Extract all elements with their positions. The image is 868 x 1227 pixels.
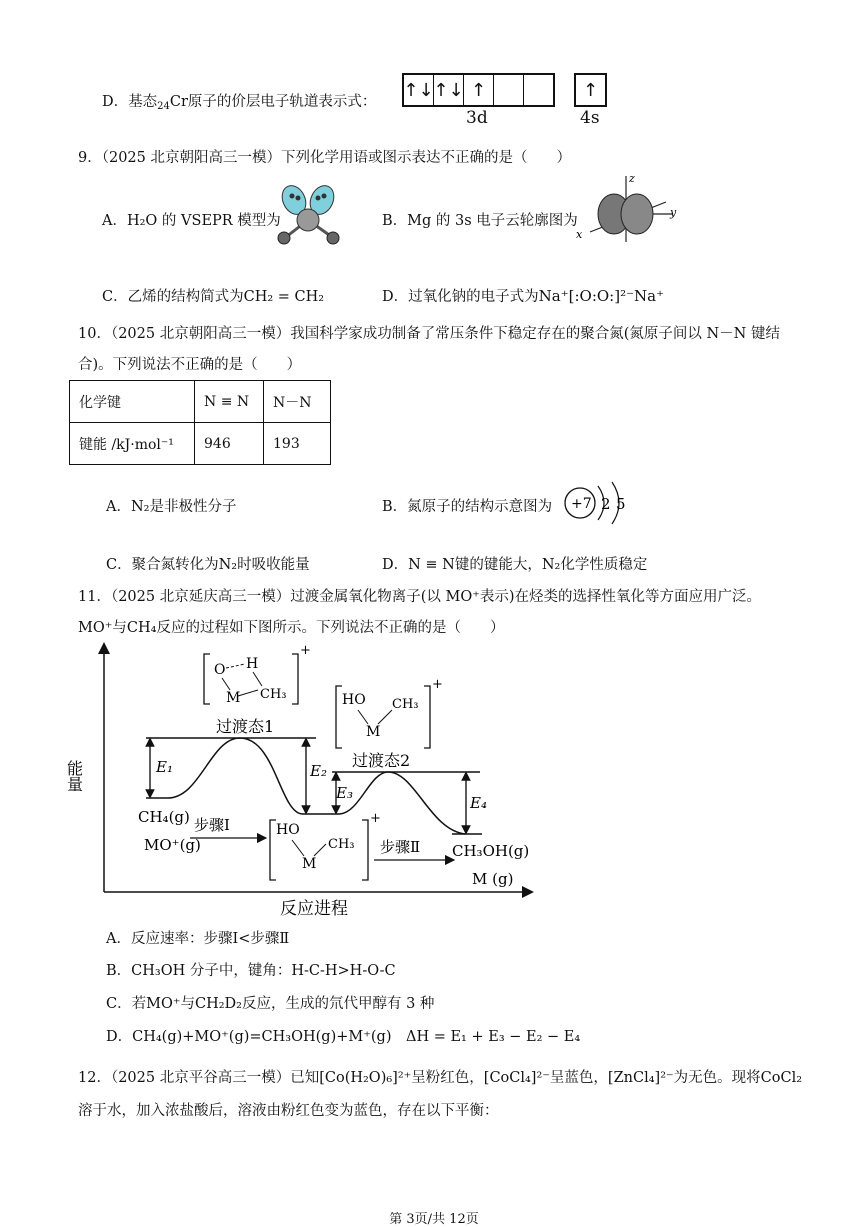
axis-z: z — [629, 172, 635, 185]
q9-option-c: C．乙烯的结构简式为CH₂ = CH₂ — [102, 289, 325, 305]
reactant-ch4: CH₄(g) — [138, 808, 190, 826]
table-cell: 193 — [264, 423, 331, 465]
step1-label: 步骤Ⅰ — [194, 816, 230, 834]
table-header-cell: N ≡ N — [195, 381, 264, 423]
q11-option-d: D．CH₄(g)+MO⁺(g)=CH₃OH(g)+M⁺(g) ΔH = E₁ + E₃ − E₂ − E₄ — [106, 1029, 581, 1045]
table-cell: 键能 /kJ·mol⁻¹ — [70, 423, 195, 465]
e1-label: E₁ — [156, 758, 173, 776]
orbital-3d-label: 3d — [466, 108, 488, 128]
q8d-text: 原子的价层电子轨道表示式： — [187, 94, 377, 110]
ts2-label: 过渡态2 — [352, 751, 411, 770]
orbital-box — [494, 75, 524, 105]
orbital-box: ↑ — [582, 79, 599, 101]
ts1-atom: M — [226, 690, 241, 706]
product-m: M (g) — [472, 870, 514, 888]
q8-option-d — [102, 90, 376, 112]
q9-option-b: B．Mg 的 3s 电子云轮廓图为 — [382, 213, 578, 229]
q8d-label: D．基态 — [102, 94, 158, 110]
ts2-atom: CH₃ — [392, 697, 419, 712]
orbital-4s-diagram — [574, 73, 607, 107]
plus-sign: + — [432, 677, 443, 692]
e4-label: E₄ — [470, 794, 487, 812]
ts1-atom: O — [214, 662, 226, 678]
q11-option-a: A．反应速率：步骤Ⅰ<步骤Ⅱ — [106, 931, 290, 947]
plus-sign: + — [370, 811, 381, 826]
page-footer: 第 3页/共 12页 — [389, 1212, 479, 1227]
shell-count: 5 — [616, 495, 626, 513]
q9d-text: D．过氧化钠的电子式为 — [382, 289, 539, 305]
x-axis-label: 反应进程 — [280, 899, 348, 919]
reactant-mo: MO⁺(g) — [144, 836, 201, 854]
nitrogen-atom-diagram — [562, 478, 638, 528]
int-atom: HO — [276, 822, 300, 838]
orbital-4s-label: 4s — [580, 108, 600, 128]
table-header-row — [70, 381, 331, 423]
q9-option-a: A．H₂O 的 VSEPR 模型为 — [102, 213, 281, 229]
orbital-3d-diagram — [402, 73, 555, 107]
q9-option-d — [382, 285, 664, 306]
q11-option-c: C．若MO⁺与CH₂D₂反应，生成的氘代甲醇有 3 种 — [106, 996, 435, 1012]
q12-stem-line2: 溶于水，加入浓盐酸后，溶液由粉红色变为蓝色，存在以下平衡： — [78, 1103, 499, 1119]
orbital-box: ↑↓ — [434, 75, 464, 105]
ts2-atom: M — [366, 724, 381, 740]
q8d-element: Cr — [169, 94, 188, 110]
q8d-element-pre: 24 — [157, 101, 170, 112]
ts1-label: 过渡态1 — [216, 717, 275, 736]
q11-stem-line2: MO⁺与CH₄反应的过程如下图所示。下列说法不正确的是（ ） — [78, 620, 505, 636]
table-header-cell: N－N — [264, 381, 331, 423]
q10-stem-line1: 10．（2025 北京朝阳高三一模）我国科学家成功制备了常压条件下稳定存在的聚合氮(氮原子间以 N－N 键结 — [78, 326, 780, 342]
int-atom: M — [302, 856, 317, 872]
product-ch3oh: CH₃OH(g) — [452, 842, 530, 860]
q11-stem-line1: 11．（2025 北京延庆高三一模）过渡金属氧化物离子(以 MO⁺表示)在烃类的选择性氧化等方面应用广泛。 — [78, 589, 762, 605]
y-axis-label: 能量 — [64, 760, 84, 792]
vsepr-model-image — [272, 182, 344, 248]
plus-sign: + — [300, 643, 311, 658]
q12-stem-line1: 12．（2025 北京平谷高三一模）已知[Co(H₂O)₆]²⁺呈粉红色，[CoCl₄]²⁻呈蓝色，[ZnCl₄]²⁻为无色。现将CoCl₂ — [78, 1070, 803, 1086]
e3-label: E₃ — [336, 784, 353, 802]
q11-option-b: B．CH₃OH 分子中，键角：H-C-H>H-O-C — [106, 963, 396, 979]
ts1-atom: CH₃ — [260, 687, 287, 702]
q10-stem-line2: 合)。下列说法不正确的是（ ） — [78, 357, 302, 373]
table-header-cell: 化学键 — [70, 381, 195, 423]
q10-option-a: A．N₂是非极性分子 — [106, 499, 237, 515]
step2-label: 步骤Ⅱ — [380, 838, 421, 856]
int-atom: CH₃ — [328, 837, 355, 852]
electron-formula: Na⁺[:O:O:]²⁻Na⁺ — [538, 287, 664, 305]
nucleus-charge: +7 — [571, 496, 592, 512]
axis-x: x — [576, 228, 583, 241]
axis-y: y — [670, 206, 677, 219]
ts2-atom: HO — [342, 692, 366, 708]
e2-label: E₂ — [310, 762, 327, 780]
q10-option-d: D．N ≡ N键的键能大，N₂化学性质稳定 — [382, 557, 648, 573]
energy-diagram — [64, 640, 540, 920]
shell-count: 2 — [601, 495, 611, 513]
bond-energy-table — [69, 380, 331, 465]
q9-stem: 9．（2025 北京朝阳高三一模）下列化学用语或图示表达不正确的是（ ） — [78, 150, 571, 166]
orbital-box: ↑ — [464, 75, 494, 105]
q10-option-c: C．聚合氮转化为N₂时吸收能量 — [106, 557, 310, 573]
table-row — [70, 423, 331, 465]
orbital-box: ↑↓ — [404, 75, 434, 105]
q10-option-b: B．氮原子的结构示意图为 — [382, 499, 553, 515]
table-cell: 946 — [195, 423, 264, 465]
orbital-box — [524, 75, 553, 105]
3s-orbital-image — [570, 172, 682, 246]
ts1-atom: H — [246, 656, 259, 672]
